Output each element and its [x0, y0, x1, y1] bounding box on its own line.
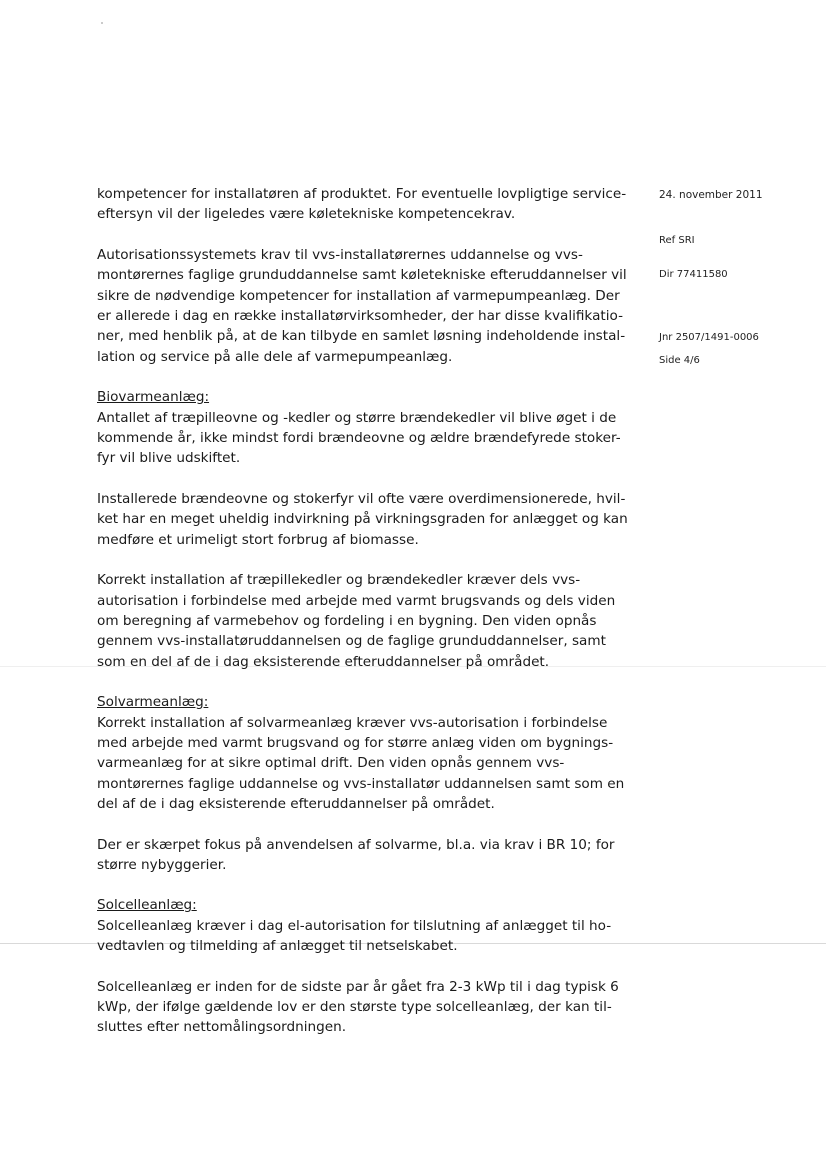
text-line: Autorisationssystemets krav til vvs-installatørernes uddannelse og vvs- [97, 246, 583, 263]
letter-date: 24. november 2011 [659, 189, 763, 201]
text-line: montørernes faglige grunduddannelse samt køletekniske efteruddannelser vil [97, 267, 627, 284]
text-line: varmeanlæg for at sikre optimal drift. Den viden opnås gennem vvs- [97, 755, 565, 772]
text-line: ner, med henblik på, at de kan tilbyde en samlet løsning indeholdende instal- [97, 328, 626, 345]
text-line: som en del af de i dag eksisterende efteruddannelser på området. [97, 653, 550, 670]
text-line: kommende år, ikke mindst fordi brændeovne og ældre brændefyrede stoker- [97, 430, 621, 447]
text-line: del af de i dag eksisterende efteruddannelser på området. [97, 796, 495, 813]
text-line: sikre de nødvendige kompetencer for installation af varmepumpeanlæg. Der [97, 287, 620, 304]
paragraph-authorisation [97, 245, 637, 367]
ref-label: Ref SRI [659, 235, 695, 246]
text-line: Solcelleanlæg er inden for de sidste par år gået fra 2-3 kWp til i dag typisk 6 [97, 978, 619, 995]
text-line: kompetencer for installatøren af produktet. For eventuelle lovpligtige service- [97, 186, 627, 202]
text-line: eftersyn vil der ligeledes være køletekniske kompetencekrav. [97, 206, 516, 223]
text-line: medføre et urimeligt stort forbrug af biomasse. [97, 531, 419, 548]
paragraph-service-competence [97, 184, 637, 225]
text-line: Installerede brændeovne og stokerfyr vil ofte være overdimensionerede, hvil- [97, 490, 626, 507]
text-line: sluttes efter nettomålingsordningen. [97, 1019, 347, 1036]
letter-body [97, 184, 637, 1038]
text-line: montørernes faglige uddannelse og vvs-installatør uddannelsen samt som en [97, 775, 625, 792]
scan-speck [101, 22, 103, 24]
text-line: Antallet af træpilleovne og -kedler og større brændekedler vil blive øget i de [97, 409, 617, 426]
text-line: med arbejde med varmt brugsvand og for større anlæg viden om bygnings- [97, 734, 614, 751]
text-line: Korrekt installation af solvarmeanlæg kræver vvs-autorisation i forbindelse [97, 714, 608, 731]
section-solvarme [97, 692, 637, 814]
paragraph-stoker [97, 489, 637, 550]
text-line: fyr vil blive udskiftet. [97, 450, 241, 467]
paragraph-installation-bio [97, 570, 637, 672]
text-line: større nybyggerier. [97, 856, 227, 873]
section-solcelle [97, 895, 637, 956]
paragraph-solcelle-kwp [97, 977, 637, 1038]
text-line: Der er skærpet fokus på anvendelsen af solvarme, bl.a. via krav i BR 10; for [97, 836, 615, 853]
paragraph-solvarme-focus [97, 835, 637, 876]
text-line: autorisation i forbindelse med arbejde med varmt brugsvands og dels viden [97, 592, 616, 609]
page-number: Side 4/6 [659, 355, 700, 366]
heading-solcelle: Solcelleanlæg: [97, 897, 197, 914]
section-biovarme [97, 387, 637, 469]
heading-biovarme: Biovarmeanlæg: [97, 389, 210, 406]
text-line: er allerede i dag en række installatørvirksomheder, der har disse kvalifikatio- [97, 308, 623, 325]
text-line: om beregning af varmebehov og fordeling i en bygning. Den viden opnås [97, 612, 597, 629]
text-line: kWp, der ifølge gældende lov er den største type solcelleanlæg, der kan til- [97, 999, 612, 1015]
text-line: gennem vvs-installatøruddannelsen og de faglige grunduddannelser, samt [97, 633, 606, 650]
text-line: vedtavlen og tilmelding af anlægget til netselskabet. [97, 938, 458, 955]
journal-number: Jnr 2507/1491-0006 [659, 332, 759, 343]
text-line: lation og service på alle dele af varmepumpeanlæg. [97, 348, 453, 365]
heading-solvarme: Solvarmeanlæg: [97, 694, 209, 711]
text-line: ket har en meget uheldig indvirkning på virkningsgraden for anlægget og kan [97, 511, 628, 528]
dir-phone: Dir 77411580 [659, 269, 728, 280]
text-line: Solcelleanlæg kræver i dag el-autorisation for tilslutning af anlægget til ho- [97, 917, 612, 934]
text-line: Korrekt installation af træpillekedler og brændekedler kræver dels vvs- [97, 572, 581, 589]
